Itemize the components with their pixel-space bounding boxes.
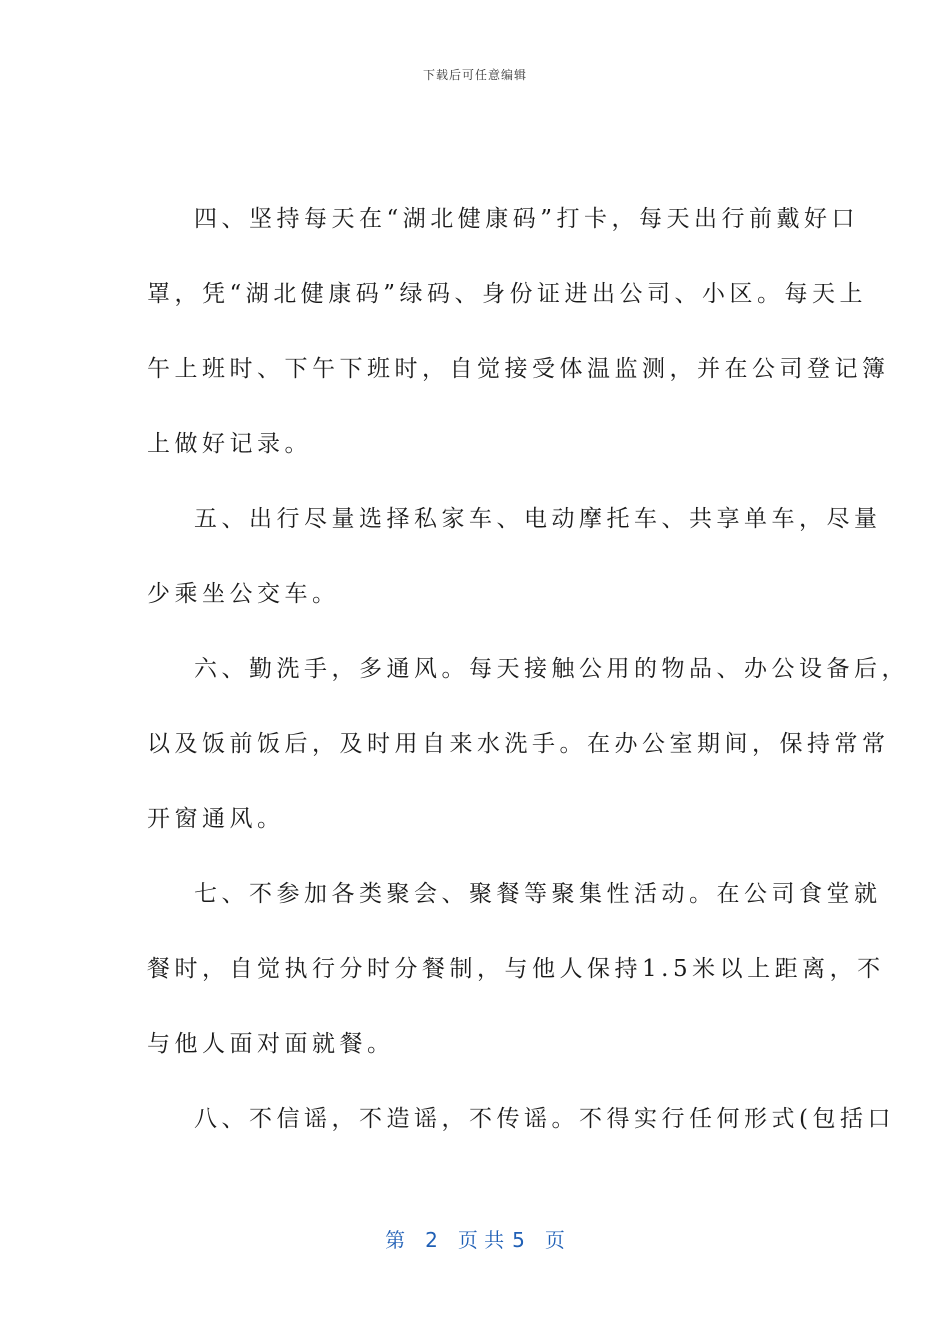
text-line: 以及饭前饭后，及时用自来水洗手。在办公室期间，保持常常 [147,731,890,757]
footer-label-end: 页 [544,1228,565,1252]
total-pages-number: 5 [512,1228,525,1252]
header-note: 下载后可任意编辑 [422,68,527,82]
text-line: 上做好记录。 [147,431,312,457]
text-line: 五、出行尽量选择私家车、电动摩托车、共享单车，尽量 [194,506,882,532]
page-footer [0,1224,950,1253]
footer-label-page: 第 [385,1228,406,1252]
text-line: 四、坚持每天在“湖北健康码”打卡，每天出行前戴好口 [194,206,860,232]
text-line: 午上班时、下午下班时，自觉接受体温监测，并在公司登记簿 [147,356,890,382]
text-line: 六、勤洗手，多通风。每天接触公用的物品、办公设备后， [194,656,909,682]
document-body [147,196,909,1171]
text-line: 少乘坐公交车。 [147,581,340,607]
text-line: 七、不参加各类聚会、聚餐等聚集性活动。在公司食堂就 [194,881,882,907]
text-line: 罩，凭“湖北健康码”绿码、身份证进出公司、小区。每天上 [147,281,868,307]
text-line: 开窗通风。 [147,806,285,832]
text-line: 餐时，自觉执行分时分餐制，与他人保持1.5米以上距离，不 [147,956,885,982]
footer-label-of: 页 共 [457,1228,505,1252]
text-line: 与他人面对面就餐。 [147,1031,395,1057]
current-page-number: 2 [425,1228,438,1252]
text-line: 八、不信谣，不造谣，不传谣。不得实行任何形式(包括口 [194,1106,895,1132]
